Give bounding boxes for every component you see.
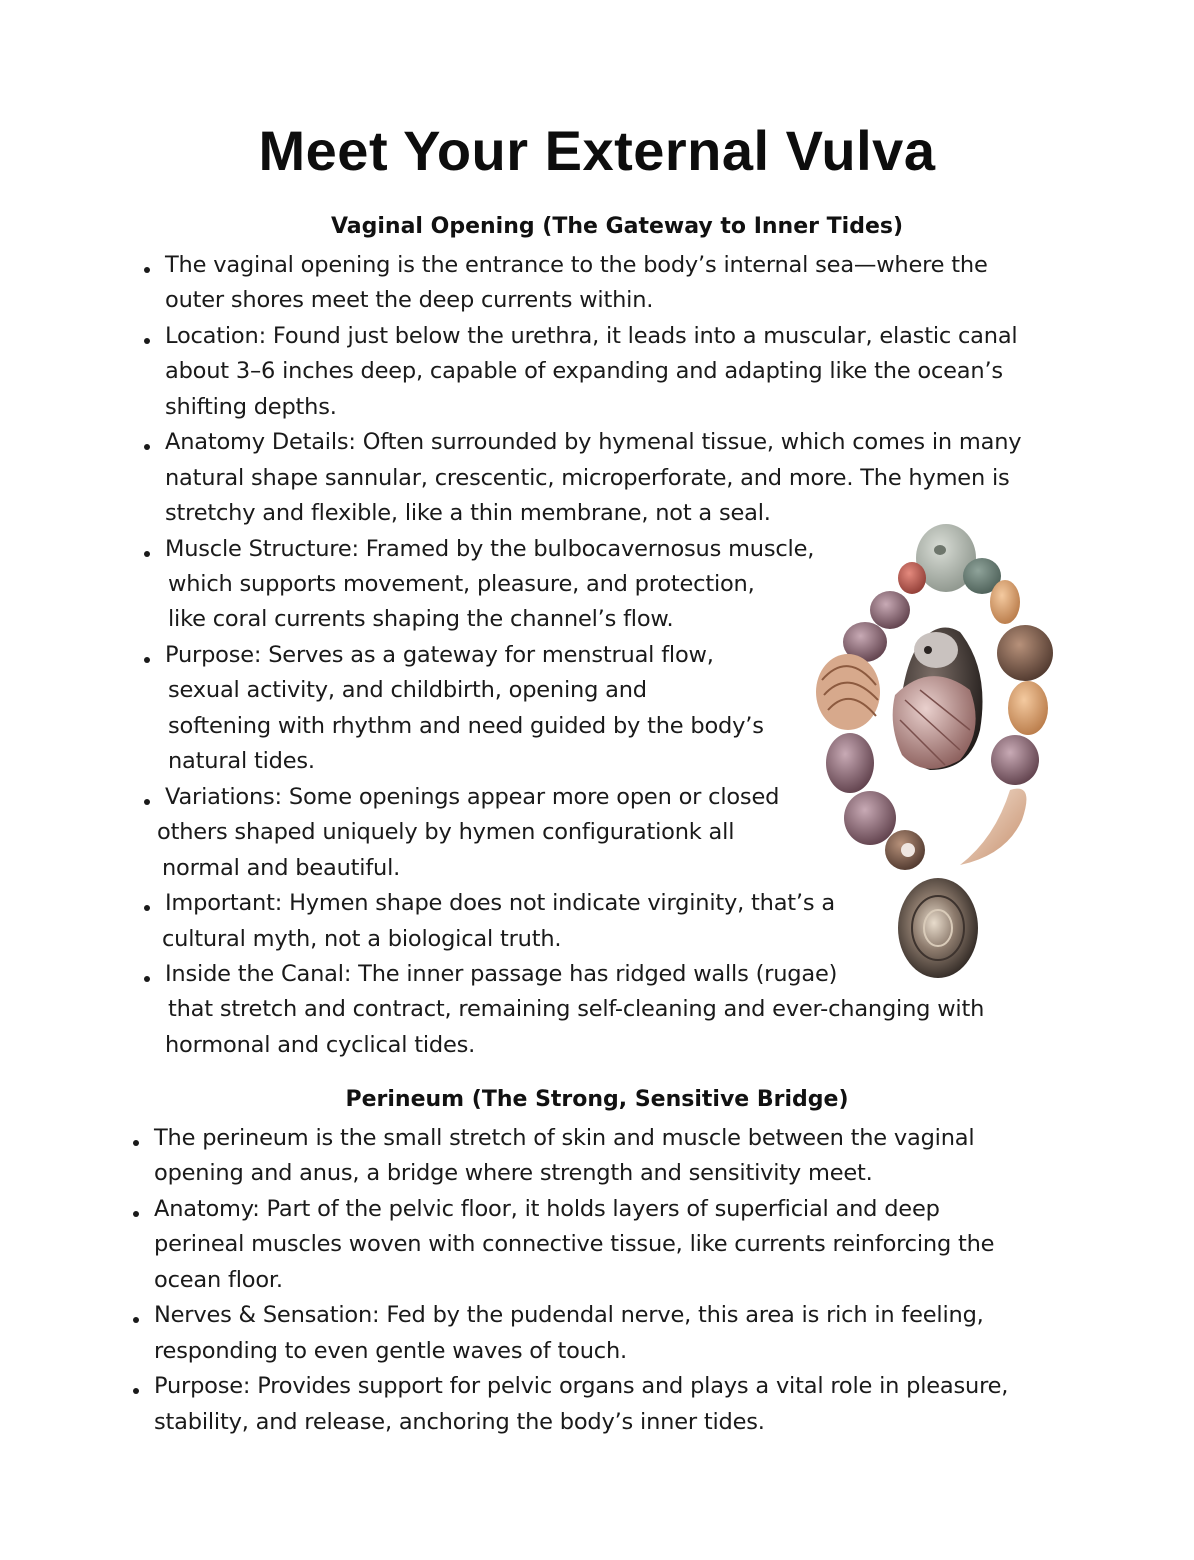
bullet-marker (144, 905, 150, 911)
page-title: Meet Your External Vulva (258, 119, 936, 182)
text-line: The perineum is the small stretch of skin and muscle between the vaginal (154, 1125, 975, 1151)
section-heading-perineum: Perineum (The Strong, Sensitive Bridge) (345, 1087, 849, 1112)
bullet-marker (133, 1211, 139, 1217)
bullet-marker (133, 1317, 139, 1323)
text-line: perineal muscles woven with connective tissue, like currents reinforcing the (154, 1231, 995, 1257)
text-line: which supports movement, pleasure, and protection, (168, 571, 755, 597)
text-line: responding to even gentle waves of touch. (154, 1338, 627, 1364)
text-line: stability, and release, anchoring the body’s inner tides. (154, 1409, 765, 1435)
bullet-marker (144, 267, 150, 273)
text-line: cultural myth, not a biological truth. (162, 926, 562, 952)
text-line: Variations: Some openings appear more open or closed (165, 784, 780, 810)
text-line: about 3–6 inches deep, capable of expanding and adapting like the ocean’s (165, 358, 1003, 384)
text-line: softening with rhythm and need guided by the body’s (168, 713, 764, 739)
text-line: Anatomy: Part of the pelvic floor, it holds layers of superficial and deep (154, 1196, 940, 1222)
seashell-vulva-illustration (810, 520, 1060, 980)
text-line: Anatomy Details: Often surrounded by hymenal tissue, which comes in many (165, 429, 1022, 455)
text-line: Location: Found just below the urethra, it leads into a muscular, elastic canal (165, 323, 1018, 349)
seashell-arrangement-icon (810, 520, 1060, 980)
bullet-marker (144, 657, 150, 663)
bullet-marker (144, 338, 150, 344)
text-line: natural tides. (168, 748, 315, 774)
bullet-marker (133, 1388, 139, 1394)
text-line: shifting depths. (165, 394, 337, 420)
text-line: stretchy and flexible, like a thin membrane, not a seal. (165, 500, 771, 526)
text-line: Important: Hymen shape does not indicate virginity, that’s a (165, 890, 835, 916)
bullet-marker (144, 799, 150, 805)
bullet-marker (144, 444, 150, 450)
section-heading-vaginal-opening: Vaginal Opening (The Gateway to Inner Tides) (330, 214, 904, 239)
text-line: sexual activity, and childbirth, opening and (168, 677, 647, 703)
bullet-marker (144, 976, 150, 982)
text-line: The vaginal opening is the entrance to the body’s internal sea—where the (165, 252, 988, 278)
text-line: opening and anus, a bridge where strength and sensitivity meet. (154, 1160, 873, 1186)
bullet-marker (144, 551, 150, 557)
text-line: others shaped uniquely by hymen configurationk all (157, 819, 735, 845)
text-line: ocean floor. (154, 1267, 283, 1293)
text-line: outer shores meet the deep currents within. (165, 287, 654, 313)
text-line: Nerves & Sensation: Fed by the pudendal nerve, this area is rich in feeling, (154, 1302, 984, 1328)
bullet-marker (133, 1140, 139, 1146)
text-line: natural shape sannular, crescentic, microperforate, and more. The hymen is (165, 465, 1010, 491)
text-line: like coral currents shaping the channel’s flow. (168, 606, 674, 632)
text-line: Purpose: Provides support for pelvic organs and plays a vital role in pleasure, (154, 1373, 1009, 1399)
text-line: Muscle Structure: Framed by the bulbocavernosus muscle, (165, 536, 815, 562)
text-line: normal and beautiful. (162, 855, 401, 881)
text-line: that stretch and contract, remaining self-cleaning and ever-changing with (168, 996, 985, 1022)
text-line: Purpose: Serves as a gateway for menstrual flow, (165, 642, 714, 668)
text-line: Inside the Canal: The inner passage has ridged walls (rugae) (165, 961, 838, 987)
text-line: hormonal and cyclical tides. (165, 1032, 476, 1058)
